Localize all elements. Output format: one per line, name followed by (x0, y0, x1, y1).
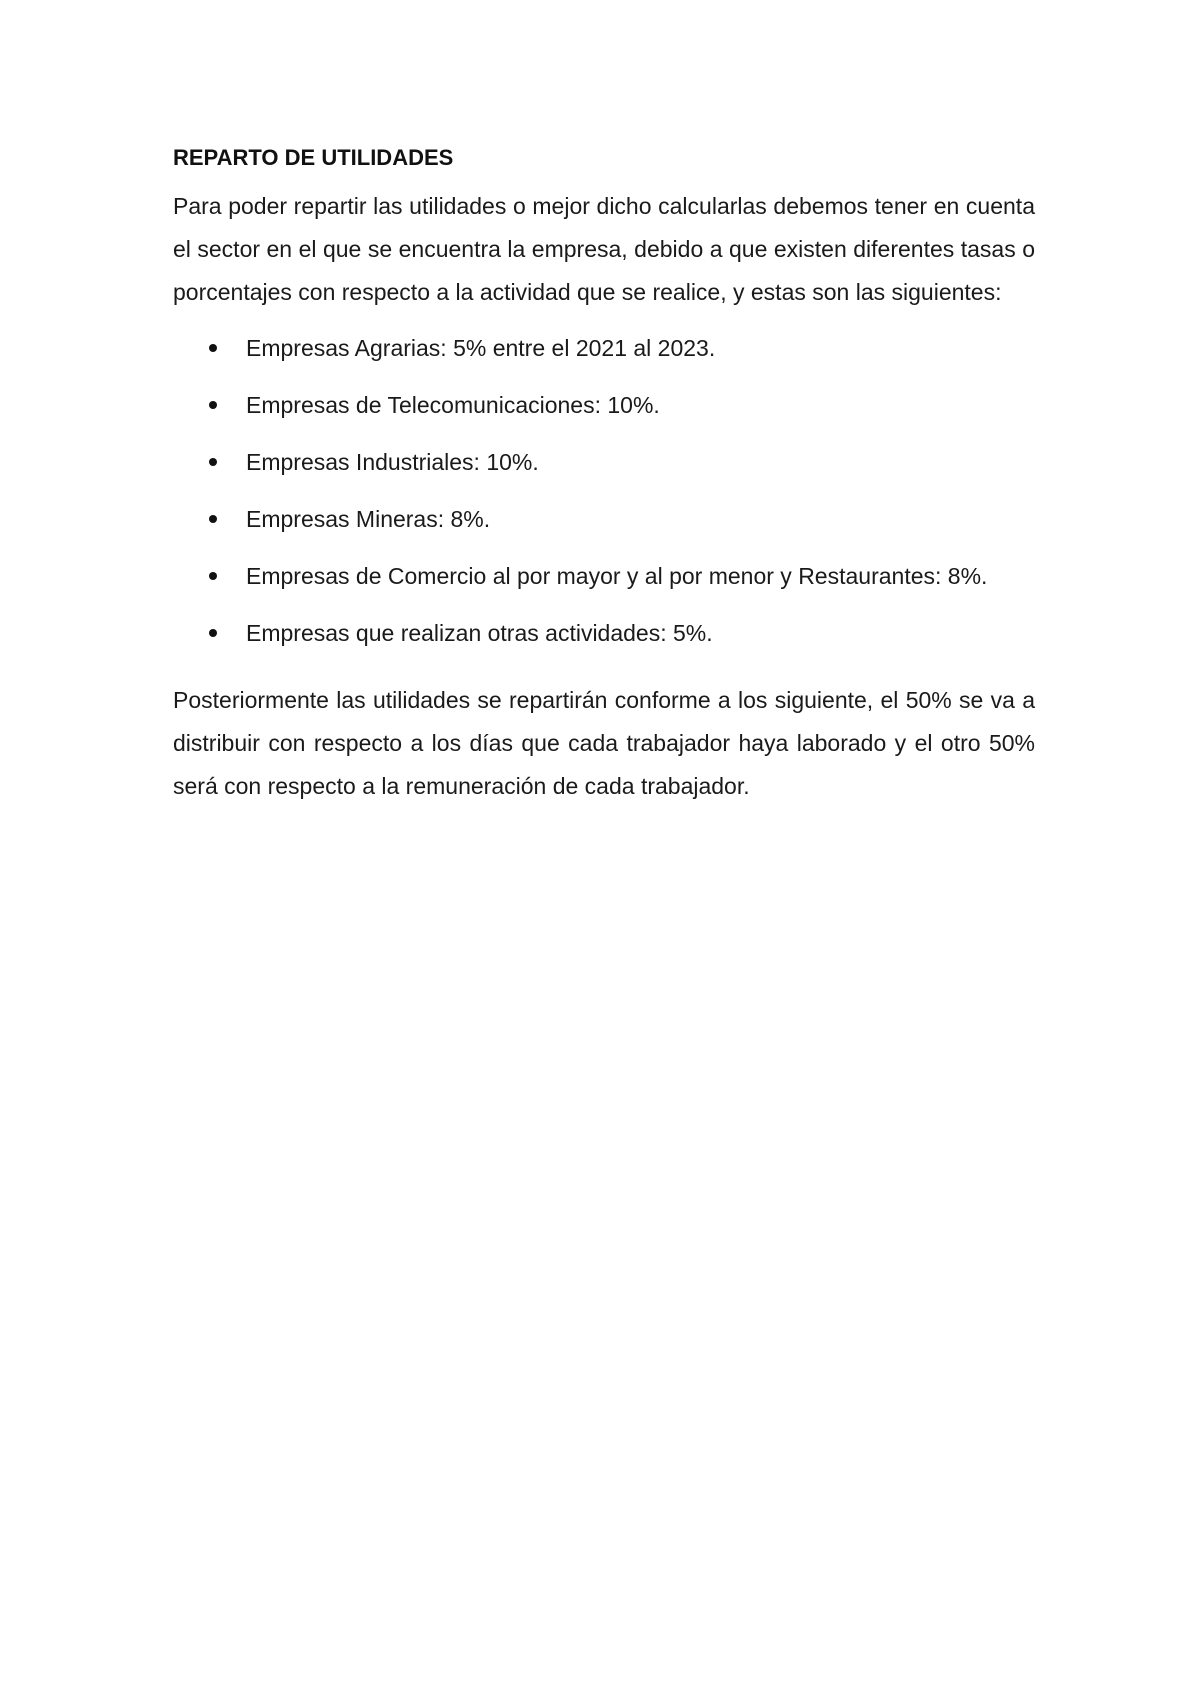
list-item (173, 612, 1035, 669)
bullet-icon (209, 572, 217, 580)
bullet-icon (209, 515, 217, 523)
list-item (173, 441, 1035, 498)
document-body (173, 143, 1035, 808)
list-item (173, 327, 1035, 384)
list-item-text: Empresas Mineras: 8%. (246, 506, 491, 532)
list-item-text: Empresas de Comercio al por mayor y al por menor y Restaurantes: 8%. (246, 563, 988, 589)
bullet-icon (209, 629, 217, 637)
list-item-text: Empresas que realizan otras actividades: 5%. (246, 620, 713, 646)
document-title: REPARTO DE UTILIDADES (173, 145, 454, 170)
list-item-text: Empresas Agrarias: 5% entre el 2021 al 2023. (246, 335, 716, 361)
bullet-icon (209, 344, 217, 352)
list-item (173, 384, 1035, 441)
list-item (173, 555, 1035, 612)
bullet-icon (209, 401, 217, 409)
bullet-icon (209, 458, 217, 466)
list-item-text: Empresas Industriales: 10%. (246, 449, 539, 475)
sector-rate-list (173, 327, 1035, 669)
list-item (173, 498, 1035, 555)
closing-paragraph: Posteriormente las utilidades se repartirán conforme a los siguiente, el 50% se va a distribuir con respecto a los días que cada trabajador haya laborado y el otro 50% será con respecto a la remuneración de cada trabajador. (173, 687, 1035, 799)
list-item-text: Empresas de Telecomunicaciones: 10%. (246, 392, 660, 418)
intro-paragraph: Para poder repartir las utilidades o mejor dicho calcularlas debemos tener en cuenta el sector en el que se encuentra la empresa, debido a que existen diferentes tasas o porcentajes con respecto a la actividad que se realice, y estas son las siguientes: (173, 193, 1035, 305)
